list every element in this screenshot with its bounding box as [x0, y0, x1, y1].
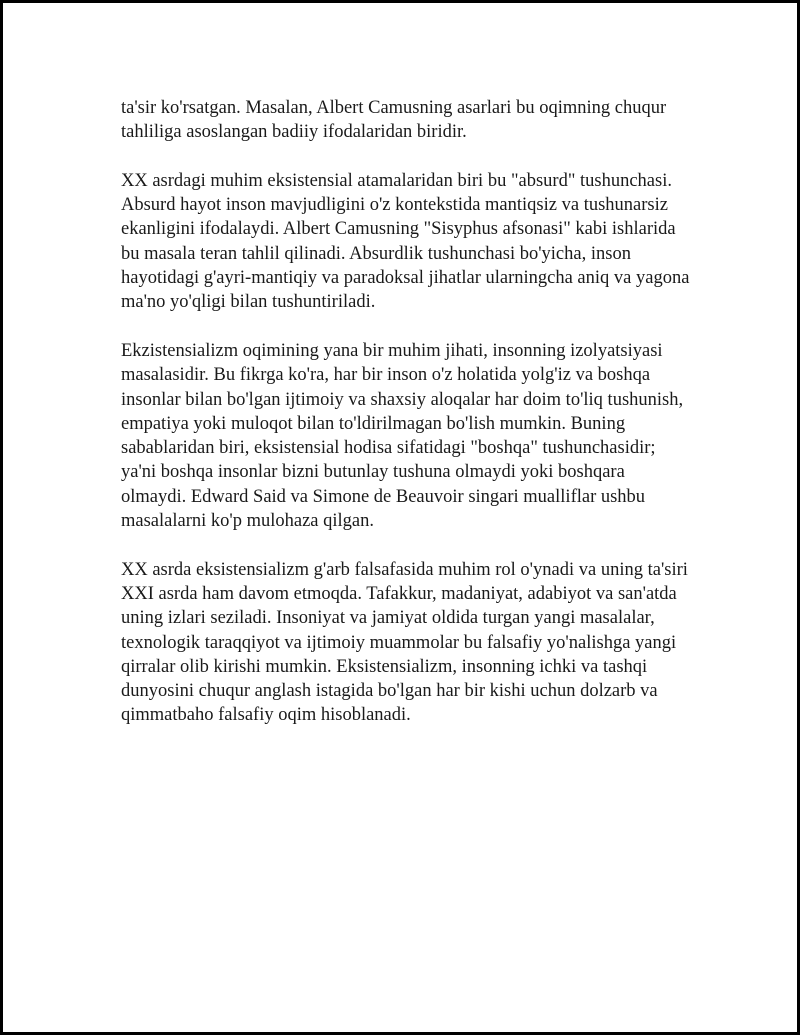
text-line: XX asrda eksistensializm g'arb falsafasida muhim rol o'ynadi va uning ta'siri [121, 559, 688, 580]
paragraph-1 [121, 96, 701, 145]
text-line: dunyosini chuqur anglash istagida bo'lgan har bir kishi uchun dolzarb va [121, 681, 658, 702]
text-line: bu masala teran tahlil qilinadi. Absurdlik tushunchasi bo'yicha, inson [121, 243, 631, 264]
paragraph-3 [121, 339, 701, 533]
text-line: qimmatbaho falsafiy oqim hisoblanadi. [121, 705, 411, 726]
text-line: masalalarni ko'p mulohaza qilgan. [121, 511, 375, 532]
document-body [121, 96, 701, 752]
text-line: ma'no yo'qligi bilan tushuntiriladi. [121, 292, 376, 313]
text-line: Absurd hayot inson mavjudligini o'z kontekstida mantiqsiz va tushunarsiz [121, 195, 668, 216]
text-line: sabablaridan biri, eksistensial hodisa sifatidagi "boshqa" tushunchasidir; [121, 438, 656, 459]
text-line: ta'sir ko'rsatgan. Masalan, Albert Camusning asarlari bu oqimning chuqur [121, 98, 667, 118]
text-line: hayotidagi g'ayri-mantiqiy va paradoksal jihatlar ularningcha aniq va yagona [121, 268, 690, 289]
text-line: masalasidir. Bu fikrga ko'ra, har bir inson o'z holatida yolg'iz va boshqa [121, 365, 651, 386]
paragraph-4 [121, 558, 701, 728]
text-line: Ekzistensializm oqimining yana bir muhim jihati, insonning izolyatsiyasi [121, 340, 663, 361]
text-line: olmaydi. Edward Said va Simone de Beauvoir singari mualliflar ushbu [121, 486, 646, 507]
text-line: texnologik taraqqiyot va ijtimoiy muammolar bu falsafiy yo'nalishga yangi [121, 632, 677, 653]
text-line: empatiya yoki muloqot bilan to'ldirilmagan bo'lish mumkin. Buning [121, 413, 626, 434]
text-line: tahliliga asoslangan badiiy ifodalaridan biridir. [121, 122, 467, 143]
text-line: XX asrdagi muhim eksistensial atamalaridan biri bu "absurd" tushunchasi. [121, 170, 672, 191]
text-line: ekanligini ifodalaydi. Albert Camusning "Sisyphus afsonasi" kabi ishlarida [121, 219, 676, 240]
text-line: qirralar olib kirishi mumkin. Eksistensializm, insonning ichki va tashqi [121, 656, 648, 677]
text-line: insonlar bilan bo'lgan ijtimoiy va shaxsiy aloqalar har doim to'liq tushunish, [121, 389, 684, 410]
text-line: uning izlari seziladi. Insoniyat va jamiyat oldida turgan yangi masalalar, [121, 608, 655, 629]
paragraph-2 [121, 169, 701, 315]
text-line: XXI asrda ham davom etmoqda. Tafakkur, madaniyat, adabiyot va san'atda [121, 583, 677, 604]
text-line: ya'ni boshqa insonlar bizni butunlay tushuna olmaydi yoki boshqara [121, 462, 625, 483]
